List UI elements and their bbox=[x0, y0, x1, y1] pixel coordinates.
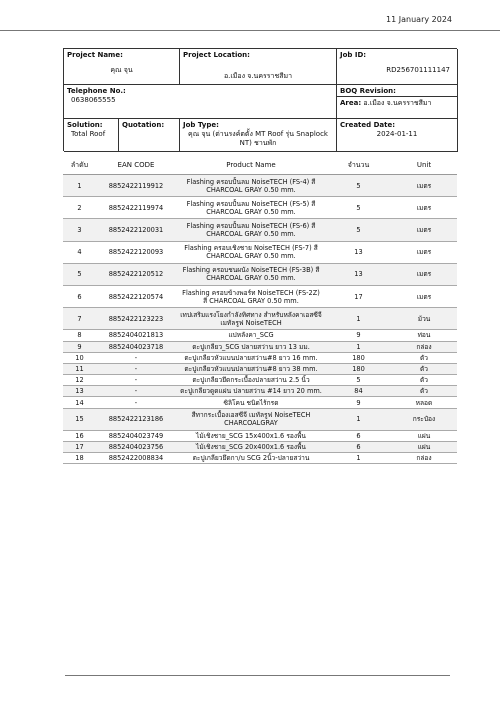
footer-divider bbox=[65, 675, 450, 676]
job-id-value: RD256701111147 bbox=[386, 66, 450, 74]
cell-quantity: 1 bbox=[326, 308, 391, 330]
cell-no: 8 bbox=[63, 330, 96, 341]
cell-product-name: Flashing ครอบชนผนัง NoiseTECH (FS-3B) สี CHARCOAL GRAY 0.50 mm. bbox=[176, 263, 326, 285]
cell-ean: 8852422008834 bbox=[96, 453, 176, 464]
job-type-cell bbox=[180, 119, 337, 152]
cell-no: 17 bbox=[63, 442, 96, 453]
cell-product-name: Flashing ครอบเชิงชาย NoiseTECH (FS-7) สี CHARCOAL GRAY 0.50 mm. bbox=[176, 241, 326, 263]
cell-product-name: แปหลังคา_SCG bbox=[176, 330, 326, 341]
product-table bbox=[63, 155, 457, 464]
cell-product-name: Flashing ครอบปั้นลม NoiseTECH (FS-4) สี CHARCOAL GRAY 0.50 mm. bbox=[176, 175, 326, 197]
cell-quantity: 9 bbox=[326, 397, 391, 408]
created-date-label: Created Date: bbox=[340, 121, 396, 129]
table-row bbox=[63, 442, 457, 453]
col-header-no: ลำดับ bbox=[63, 155, 96, 175]
table-row bbox=[63, 175, 457, 197]
cell-ean: 8852422120093 bbox=[96, 241, 176, 263]
cell-product-name: เทปเสริมแรงโยงกำลังทิศทาง สำหรับหลังคาเอสซีจี เมทัลรูฟ NoiseTECH bbox=[176, 308, 326, 330]
cell-ean: - bbox=[96, 397, 176, 408]
cell-quantity: 17 bbox=[326, 285, 391, 307]
cell-product-name: ตะปูเกลียวหัวแบนปลายสว่าน#8 ยาว 16 mm. bbox=[176, 352, 326, 363]
cell-unit: ม้วน bbox=[391, 308, 457, 330]
table-row bbox=[63, 397, 457, 408]
cell-unit: เมตร bbox=[391, 263, 457, 285]
table-row bbox=[63, 241, 457, 263]
cell-no: 5 bbox=[63, 263, 96, 285]
cell-quantity: 1 bbox=[326, 341, 391, 352]
job-type-label: Job Type: bbox=[183, 121, 219, 129]
cell-product-name: ตะปูเกลียวยึดกา/บ SCG 2นิ้ว-ปลายสว่าน bbox=[176, 453, 326, 464]
job-id-label: Job ID: bbox=[340, 51, 367, 59]
table-row bbox=[63, 330, 457, 341]
solution-cell bbox=[64, 119, 119, 152]
cell-product-name: ตะปูเกลียวยึดกระเบื้องปลายสว่าน 2.5 นิ้ว bbox=[176, 375, 326, 386]
project-location-label: Project Location: bbox=[183, 51, 250, 59]
boq-revision-cell bbox=[337, 85, 458, 97]
cell-product-name: ตะปูเกลียวหัวแบนปลายสว่าน#8 ยาว 38 mm. bbox=[176, 363, 326, 374]
cell-no: 9 bbox=[63, 341, 96, 352]
cell-ean: - bbox=[96, 363, 176, 374]
cell-quantity: 13 bbox=[326, 263, 391, 285]
col-header-qty: จำนวน bbox=[326, 155, 391, 175]
cell-unit: เมตร bbox=[391, 175, 457, 197]
cell-no: 13 bbox=[63, 386, 96, 397]
cell-ean: 8852422123186 bbox=[96, 408, 176, 430]
cell-unit: ตัว bbox=[391, 386, 457, 397]
cell-unit: แผ่น bbox=[391, 430, 457, 441]
cell-ean: 8852422119974 bbox=[96, 197, 176, 219]
project-name-label: Project Name: bbox=[67, 51, 123, 59]
cell-unit: กระป๋อง bbox=[391, 408, 457, 430]
cell-quantity: 13 bbox=[326, 241, 391, 263]
telephone-label: Telephone No.: bbox=[67, 87, 126, 95]
cell-quantity: 180 bbox=[326, 352, 391, 363]
cell-quantity: 5 bbox=[326, 175, 391, 197]
cell-ean: 8852422119912 bbox=[96, 175, 176, 197]
cell-unit: เมตร bbox=[391, 219, 457, 241]
cell-no: 16 bbox=[63, 430, 96, 441]
area-label: Area: bbox=[340, 99, 362, 107]
col-header-unit: Unit bbox=[391, 155, 457, 175]
cell-ean: 8852404021813 bbox=[96, 330, 176, 341]
table-row bbox=[63, 285, 457, 307]
table-row bbox=[63, 219, 457, 241]
cell-no: 2 bbox=[63, 197, 96, 219]
cell-quantity: 6 bbox=[326, 442, 391, 453]
cell-ean: 8852422120512 bbox=[96, 263, 176, 285]
job-type-value: คุณ จุน (ต่านรงค์ตตั้ง MT Roof รุ่น Snaplock NT) ชานพัก bbox=[188, 130, 328, 147]
cell-ean: 8852422120031 bbox=[96, 219, 176, 241]
area-value: อ.เมือง จ.นครราชสีมา bbox=[363, 99, 432, 107]
col-header-ean: EAN CODE bbox=[96, 155, 176, 175]
table-row bbox=[63, 341, 457, 352]
project-location-cell bbox=[180, 49, 337, 85]
cell-no: 11 bbox=[63, 363, 96, 374]
solution-value: Total Roof bbox=[71, 130, 106, 138]
document-date: 11 January 2024 bbox=[386, 15, 452, 24]
quotation-label: Quotation: bbox=[122, 121, 165, 129]
cell-unit: กล่อง bbox=[391, 341, 457, 352]
created-date-value: 2024-01-11 bbox=[376, 130, 418, 138]
created-date-cell bbox=[337, 119, 458, 152]
cell-unit: แผ่น bbox=[391, 442, 457, 453]
cell-unit: ตัว bbox=[391, 375, 457, 386]
cell-unit: ท่อน bbox=[391, 330, 457, 341]
cell-quantity: 84 bbox=[326, 386, 391, 397]
table-row bbox=[63, 197, 457, 219]
cell-unit: ตัว bbox=[391, 363, 457, 374]
cell-quantity: 6 bbox=[326, 430, 391, 441]
cell-no: 1 bbox=[63, 175, 96, 197]
col-header-product: Product Name bbox=[176, 155, 326, 175]
cell-product-name: ไม้เชิงชาย_SCG 20x400x1.6 รองพื้น bbox=[176, 442, 326, 453]
telephone-cell bbox=[64, 85, 337, 119]
table-row bbox=[63, 363, 457, 374]
cell-no: 10 bbox=[63, 352, 96, 363]
cell-quantity: 5 bbox=[326, 197, 391, 219]
cell-no: 18 bbox=[63, 453, 96, 464]
cell-ean: 8852422120574 bbox=[96, 285, 176, 307]
table-row bbox=[63, 352, 457, 363]
cell-product-name: ตะปูเกลียว_SCG ปลายสว่าน ยาว 13 มม. bbox=[176, 341, 326, 352]
area-cell bbox=[337, 97, 458, 119]
project-info-grid bbox=[63, 48, 457, 151]
project-location-value: อ.เมือง จ.นครราชสีมา bbox=[223, 72, 293, 80]
table-row bbox=[63, 308, 457, 330]
solution-label: Solution: bbox=[67, 121, 103, 129]
cell-quantity: 1 bbox=[326, 453, 391, 464]
cell-unit: ตัว bbox=[391, 352, 457, 363]
boq-revision-label: BOQ Revision: bbox=[340, 87, 396, 95]
cell-product-name: สีทากระเบื้องเอสซีจี เมทัลรูฟ NoiseTECH CHARCOALGRAY bbox=[176, 408, 326, 430]
cell-no: 4 bbox=[63, 241, 96, 263]
product-table-body bbox=[63, 175, 457, 464]
cell-no: 12 bbox=[63, 375, 96, 386]
cell-quantity: 9 bbox=[326, 330, 391, 341]
cell-no: 3 bbox=[63, 219, 96, 241]
cell-ean: 8852422123223 bbox=[96, 308, 176, 330]
job-id-cell bbox=[337, 49, 458, 85]
cell-product-name: ตะปูเกลียวดูดแผ่น ปลายสว่าน #14 ยาว 20 mm. bbox=[176, 386, 326, 397]
cell-ean: - bbox=[96, 375, 176, 386]
cell-unit: เมตร bbox=[391, 285, 457, 307]
project-name-value: คุณ จุน bbox=[110, 66, 133, 74]
cell-ean: 8852404023749 bbox=[96, 430, 176, 441]
cell-product-name: Flashing ครอบปั้นลม NoiseTECH (FS-5) สี CHARCOAL GRAY 0.50 mm. bbox=[176, 197, 326, 219]
cell-ean: - bbox=[96, 352, 176, 363]
cell-product-name: ไม้เชิงชาย_SCG 15x400x1.6 รองพื้น bbox=[176, 430, 326, 441]
cell-quantity: 5 bbox=[326, 219, 391, 241]
cell-quantity: 1 bbox=[326, 408, 391, 430]
table-row bbox=[63, 263, 457, 285]
cell-unit: กล่อง bbox=[391, 453, 457, 464]
cell-ean: 8852404023718 bbox=[96, 341, 176, 352]
cell-product-name: Flashing ครอบปั้นลม NoiseTECH (FS-6) สี CHARCOAL GRAY 0.50 mm. bbox=[176, 219, 326, 241]
table-row bbox=[63, 386, 457, 397]
quotation-cell bbox=[119, 119, 180, 152]
cell-ean: - bbox=[96, 386, 176, 397]
cell-unit: เมตร bbox=[391, 197, 457, 219]
cell-unit: หลอด bbox=[391, 397, 457, 408]
cell-quantity: 5 bbox=[326, 375, 391, 386]
cell-no: 15 bbox=[63, 408, 96, 430]
cell-unit: เมตร bbox=[391, 241, 457, 263]
cell-no: 14 bbox=[63, 397, 96, 408]
product-table-header bbox=[63, 155, 457, 175]
telephone-value: 0638065555 bbox=[71, 96, 116, 104]
cell-ean: 8852404023756 bbox=[96, 442, 176, 453]
table-row bbox=[63, 375, 457, 386]
cell-product-name: Flashing ครอบข้างพอร์ท NoiseTECH (FS-2Z) สี CHARCOAL GRAY 0.50 mm. bbox=[176, 285, 326, 307]
cell-no: 7 bbox=[63, 308, 96, 330]
cell-quantity: 180 bbox=[326, 363, 391, 374]
header-divider bbox=[0, 30, 500, 31]
table-row bbox=[63, 430, 457, 441]
table-row bbox=[63, 408, 457, 430]
table-row bbox=[63, 453, 457, 464]
cell-no: 6 bbox=[63, 285, 96, 307]
cell-product-name: ซิลิโคน ชนิดไร้กรด bbox=[176, 397, 326, 408]
project-name-cell bbox=[64, 49, 180, 85]
